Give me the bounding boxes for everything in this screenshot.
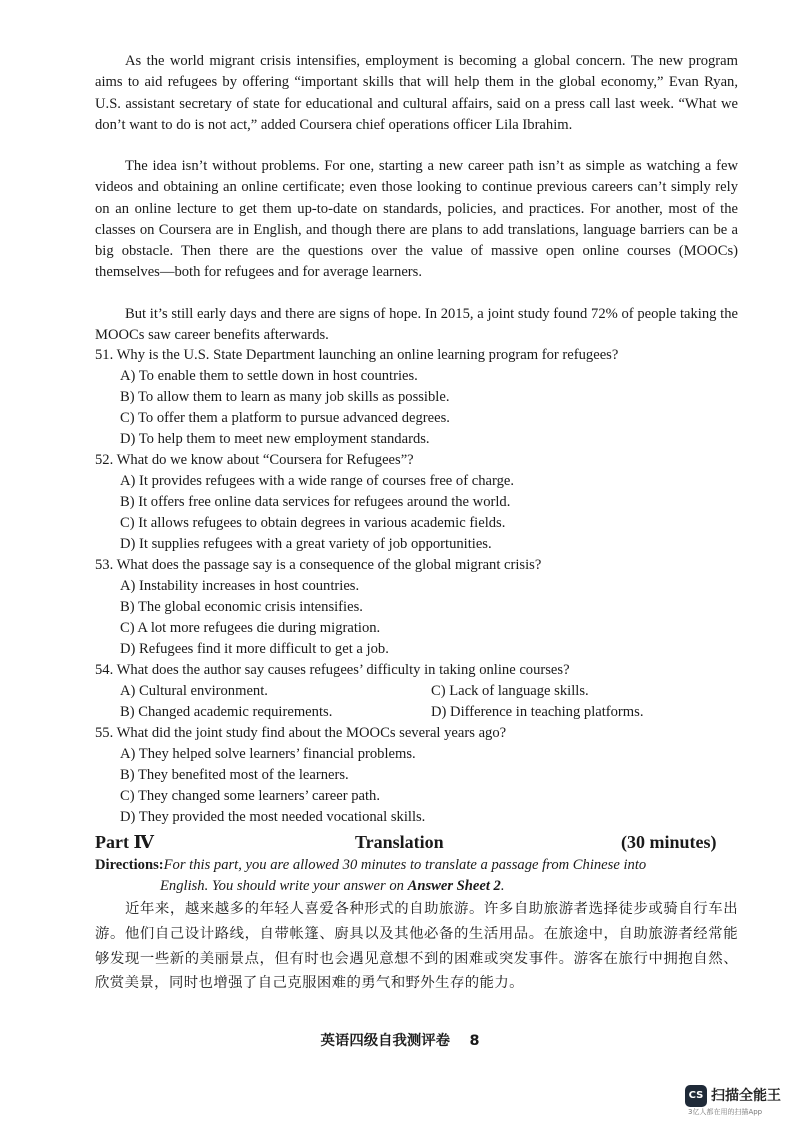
section-title: Translation (355, 832, 444, 852)
question-52-option-b: B) It offers free online data services for refugees around the world. (120, 494, 511, 510)
page-footer: 英语四级自我测评卷 8 (320, 1033, 480, 1049)
question-51-option-a: A) To enable them to settle down in host countries. (120, 368, 418, 384)
part-label: Part Ⅳ (95, 832, 154, 852)
passage-paragraph-3: But it’s still early days and there are signs of hope. In 2015, a joint study found 72% of people taking the MOOCs saw career benefits afterwards. (95, 306, 738, 344)
question-54-option-c: C) Lack of language skills. (431, 683, 589, 699)
question-52-stem: 52. What do we know about “Coursera for Refugees”? (95, 452, 414, 468)
question-51-option-c: C) To offer them a platform to pursue advanced degrees. (120, 410, 450, 426)
directions-text-2-end: . (500, 878, 505, 894)
directions-label: Directions: (95, 857, 164, 873)
question-55-option-a: A) They helped solve learners’ financial problems. (120, 746, 416, 762)
question-53-option-b: B) The global economic crisis intensifies. (120, 599, 363, 615)
question-53-option-c: C) A lot more refugees die during migration. (120, 620, 381, 636)
question-51-option-b: B) To allow them to learn as many job skills as possible. (120, 389, 450, 405)
directions-line-1 (95, 855, 646, 876)
question-52-option-d: D) It supplies refugees with a great variety of job opportunities. (120, 536, 492, 552)
question-55-stem: 55. What did the joint study find about the MOOCs several years ago? (95, 725, 507, 741)
scanner-watermark (685, 1085, 793, 1119)
question-52-option-c: C) It allows refugees to obtain degrees in various academic fields. (120, 515, 506, 531)
question-55-option-b: B) They benefited most of the learners. (120, 767, 349, 783)
question-51-option-d: D) To help them to meet new employment standards. (120, 431, 430, 447)
watermark-app-name: 扫描全能王 (711, 1088, 781, 1104)
directions-text-2: English. You should write your answer on (160, 878, 408, 894)
question-55-option-d: D) They provided the most needed vocational skills. (120, 809, 426, 825)
question-54-option-b: B) Changed academic requirements. (120, 704, 333, 720)
passage-paragraph-1: As the world migrant crisis intensifies, employment is becoming a global concern. The new program aims to aid refugees by offering “important skills that will help them in the global economy,” Evan Ryan, U.S. assistant secretary of state for educational and cultural affairs, said on a press call last week. “What we don’t want to do is not act,” added Coursera chief operations officer Lila Ibrahim. (95, 53, 738, 133)
question-55-option-c: C) They changed some learners’ career path. (120, 788, 380, 804)
camscanner-logo-icon: CS (685, 1085, 707, 1107)
question-54-option-d: D) Difference in teaching platforms. (431, 704, 644, 720)
question-53-option-d: D) Refugees find it more difficult to get a job. (120, 641, 389, 657)
translation-passage: 近年来，越来越多的年轻人喜爱各种形式的自助旅游。许多自助旅游者选择徒步或骑自行车出游。他们自己设计路线，自带帐篷、廚具以及其他必备的生活用品。在旅途中，自助旅游者经常能够发现一些新的美丽景点，但有时也会遇见意想不到的困难或突发事件。游客在旅行中拥抱自然、欣赏美景，同时也增强了自己克服困难的勇气和野外生存的能力。 (95, 901, 738, 992)
passage-paragraph-2: The idea isn’t without problems. For one, starting a new career path isn’t as simple as watching a few videos and obtaining an online certificate; even those looking to continue previous careers can’t simply rely on an online lecture to get them up-to-date on standards, policies, and practices. For another, most of the classes on Coursera are in English, and though there are plans to add translations, language barriers can be a big obstacle. Then there are the questions over the value of massive open online courses (MOOCs) themselves—both for refugees and for average learners. (95, 158, 738, 281)
question-54-stem: 54. What does the author say causes refugees’ difficulty in taking online courses? (95, 662, 570, 678)
question-51-stem: 51. Why is the U.S. State Department launching an online learning program for refugees? (95, 347, 619, 363)
question-54-option-a: A) Cultural environment. (120, 683, 268, 699)
answer-sheet-label: Answer Sheet 2 (407, 878, 501, 894)
directions-text-1: For this part, you are allowed 30 minutes to translate a passage from Chinese into (163, 857, 647, 873)
question-53-option-a: A) Instability increases in host countries. (120, 578, 360, 594)
question-53-stem: 53. What does the passage say is a consequence of the global migrant crisis? (95, 557, 542, 573)
question-52-option-a: A) It provides refugees with a wide range of courses free of charge. (120, 473, 515, 489)
section-time: (30 minutes) (621, 832, 717, 852)
directions-line-2 (160, 876, 505, 897)
watermark-tagline: 3亿人都在用的扫描App (688, 1108, 763, 1116)
